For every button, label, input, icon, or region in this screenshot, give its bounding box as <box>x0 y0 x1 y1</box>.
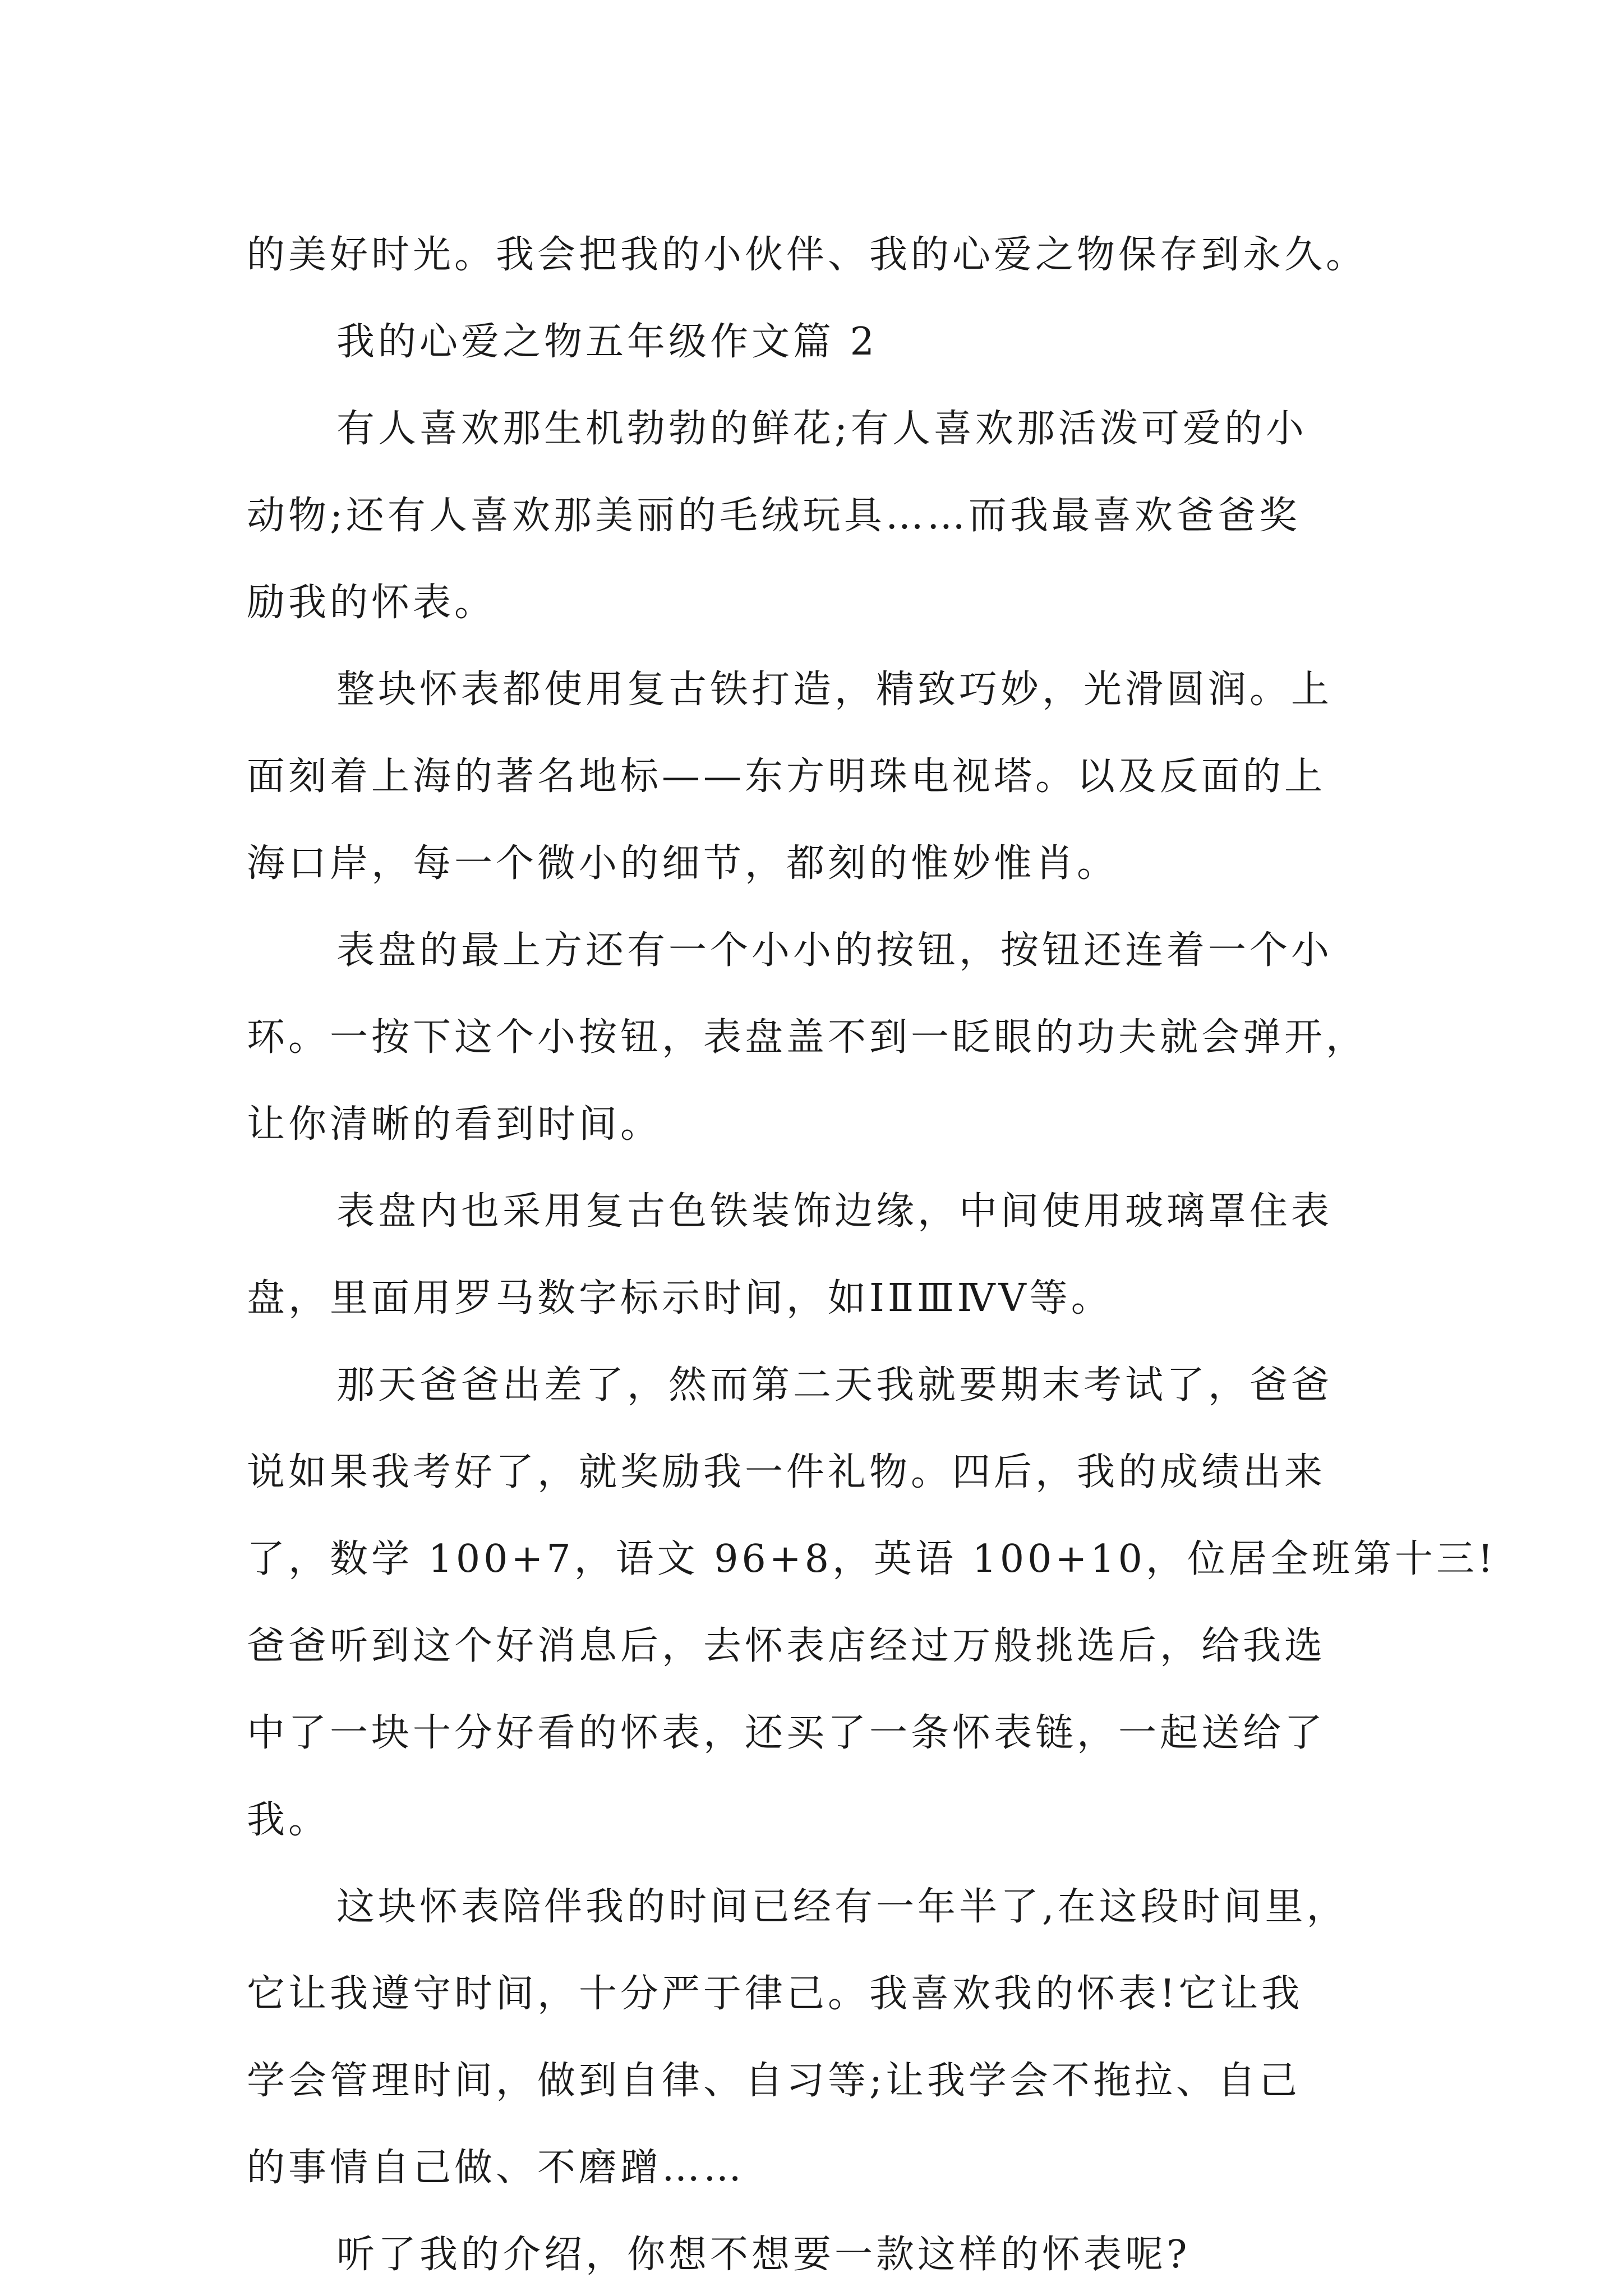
text-line: 这块怀表陪伴我的时间已经有一年半了,在这段时间里， <box>336 1885 1348 1929</box>
text-line: 励我的怀表。 <box>247 581 496 625</box>
text-line: 我。 <box>247 1798 330 1842</box>
text-line: 的美好时光。我会把我的小伙伴、我的心爱之物保存到永久。 <box>247 233 1368 277</box>
text-line: 面刻着上海的著名地标——东方明珠电视塔。以及反面的上 <box>247 754 1326 799</box>
text-line: 听了我的介绍，你想不想要一款这样的怀表呢? <box>336 2233 1191 2277</box>
text-line: 那天爸爸出差了，然而第二天我就要期末考试了，爸爸 <box>336 1363 1333 1407</box>
text-line: 海口岸，每一个微小的细节，都刻的惟妙惟肖。 <box>247 841 1119 886</box>
text-column <box>247 0 1497 2296</box>
text-line: 让你清晰的看到时间。 <box>247 1102 662 1147</box>
text-line: 环。一按下这个小按钮，表盘盖不到一眨眼的功夫就会弹开， <box>247 1015 1368 1060</box>
text-line: 了，数学 100+7，语文 96+8，英语 100+10，位居全班第十三! <box>247 1537 1497 1581</box>
text-line: 表盘的最上方还有一个小小的按钮，按钮还连着一个小 <box>336 928 1333 973</box>
text-line: 动物;还有人喜欢那美丽的毛绒玩具……而我最喜欢爸爸奖 <box>247 494 1301 538</box>
text-line: 盘，里面用罗马数字标示时间，如ⅠⅡⅢⅣⅤ等。 <box>247 1276 1113 1320</box>
text-line: 它让我遵守时间，十分严于律己。我喜欢我的怀表!它让我 <box>247 1972 1303 2016</box>
text-line: 爸爸听到这个好消息后，去怀表店经过万般挑选后，给我选 <box>247 1624 1326 1668</box>
text-line: 学会管理时间，做到自律、自习等;让我学会不拖拉、自己 <box>247 2059 1301 2103</box>
text-line: 表盘内也采用复古色铁装饰边缘，中间使用玻璃罩住表 <box>336 1189 1333 1234</box>
article-heading: 我的心爱之物五年级作文篇 2 <box>336 320 878 364</box>
text-line: 有人喜欢那生机勃勃的鲜花;有人喜欢那活泼可爱的小 <box>336 407 1307 451</box>
text-line: 整块怀表都使用复古铁打造，精致巧妙，光滑圆润。上 <box>336 668 1333 712</box>
text-line: 中了一块十分好看的怀表，还买了一条怀表链，一起送给了 <box>247 1711 1326 1755</box>
text-line: 的事情自己做、不磨蹭…… <box>247 2146 745 2190</box>
text-line: 说如果我考好了，就奖励我一件礼物。四后，我的成绩出来 <box>247 1450 1326 1494</box>
